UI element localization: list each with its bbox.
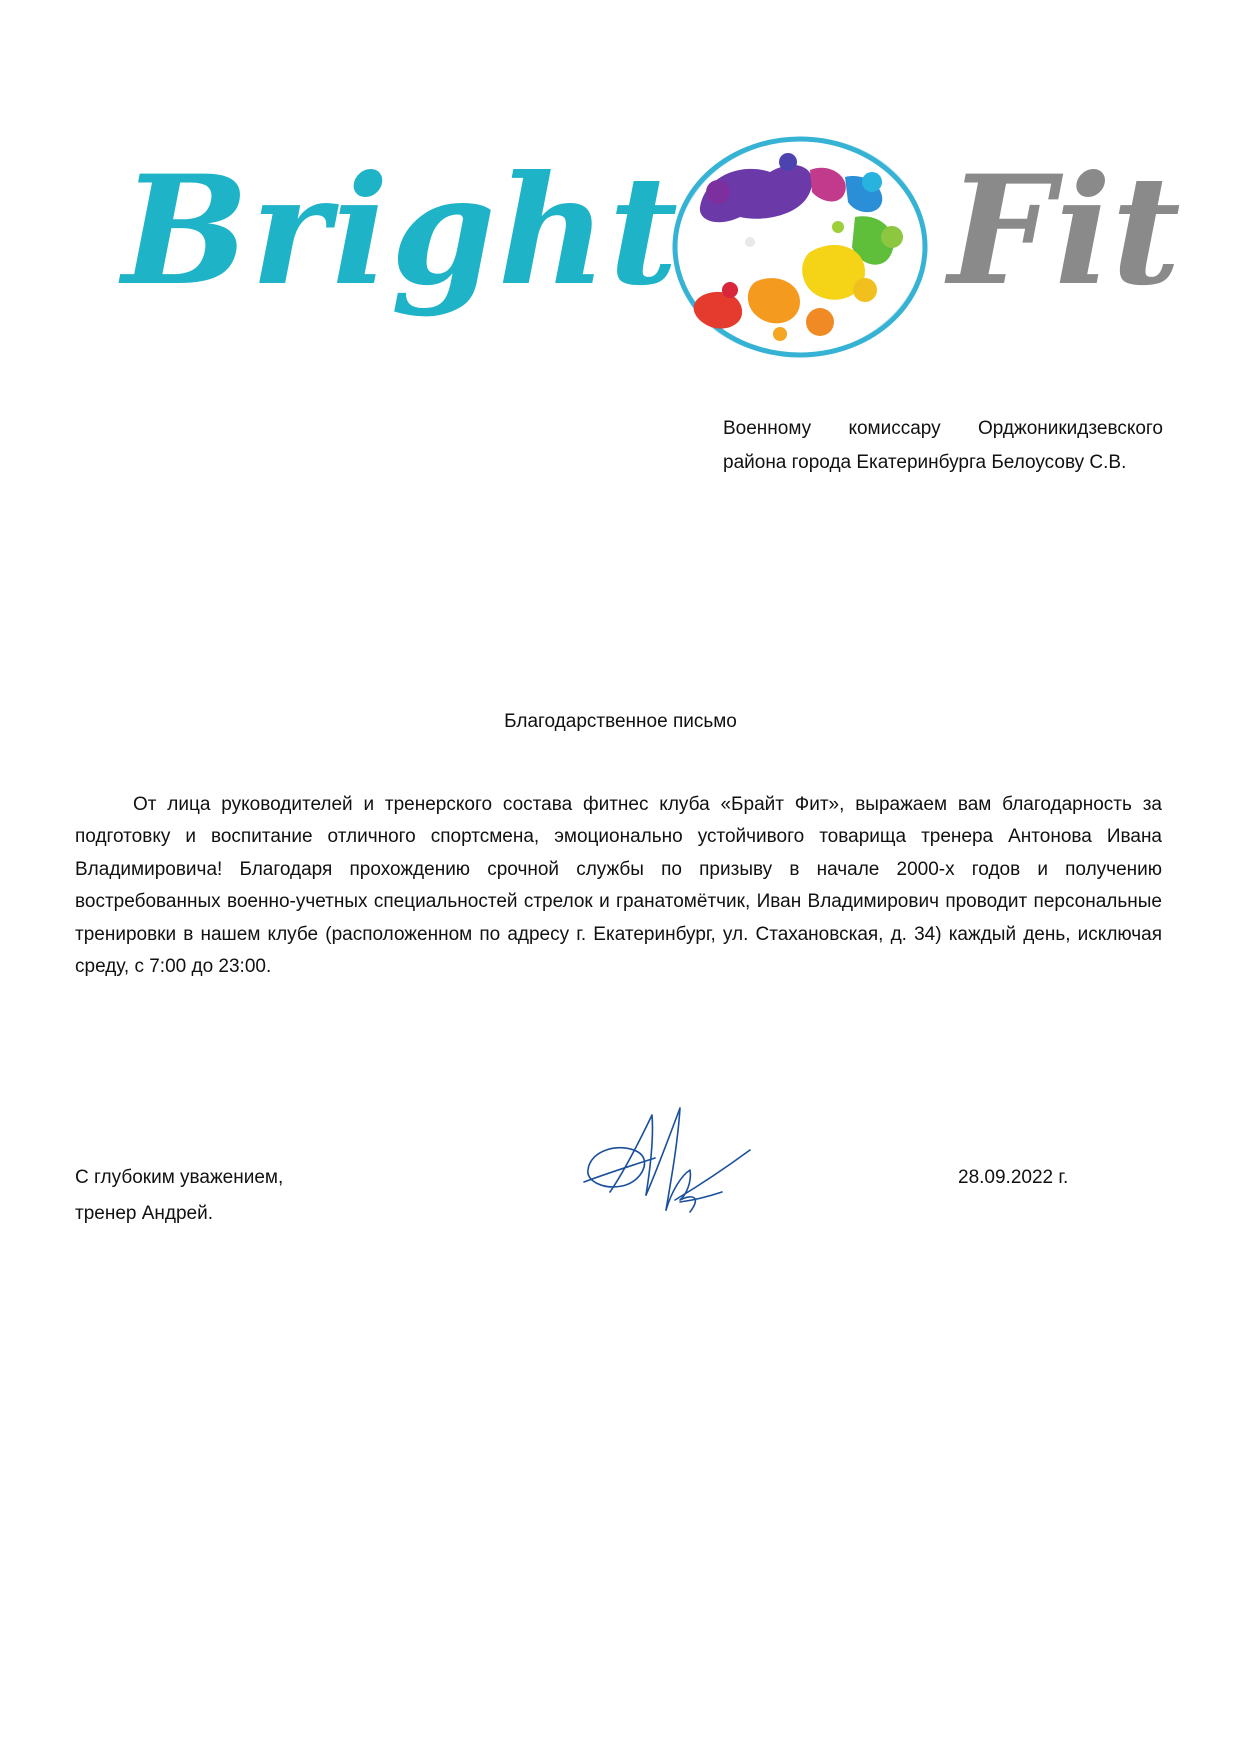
logo-word-bright: Bright: [122, 143, 681, 319]
letter-date: 28.09.2022 г.: [958, 1167, 1069, 1188]
recipient-line-1: Военному комиссару Орджоникидзевского: [723, 418, 1163, 439]
logo-paint-splash-icon: [660, 122, 940, 362]
logo-word-fit: Fit: [948, 143, 1181, 319]
closing-line-2: тренер Андрей.: [75, 1203, 214, 1224]
letter-body: От лица руководителей и тренерского состава фитнес клуба «Брайт Фит», выражаем вам благодарность за подготовку и воспитание отличного спортсмена, эмоционально устойчивого товарища тренера Антонова Ивана Владимировича! Благодаря прохождению срочной службы по призыву в начале 2000-х годов и получению востребованных военно-учетных специальностей стрелок и гранатомётчик, Иван Владимирович проводит персональные тренировки в нашем клубе (расположенном по адресу г. Екатеринбург, ул. Стахановская, д. 34) каждый день, исключая среду, с 7:00 до 23:00.: [75, 794, 1162, 978]
company-logo: [78, 72, 1181, 392]
closing-line-1: С глубоким уважением,: [75, 1167, 284, 1188]
closing-block: [75, 1160, 283, 1232]
document-title: Благодарственное письмо: [504, 711, 737, 732]
recipient-block: [723, 412, 1163, 480]
recipient-line-2: района города Екатеринбурга Белоусову С.В.: [723, 452, 1127, 473]
handwritten-signature: [580, 1100, 760, 1230]
